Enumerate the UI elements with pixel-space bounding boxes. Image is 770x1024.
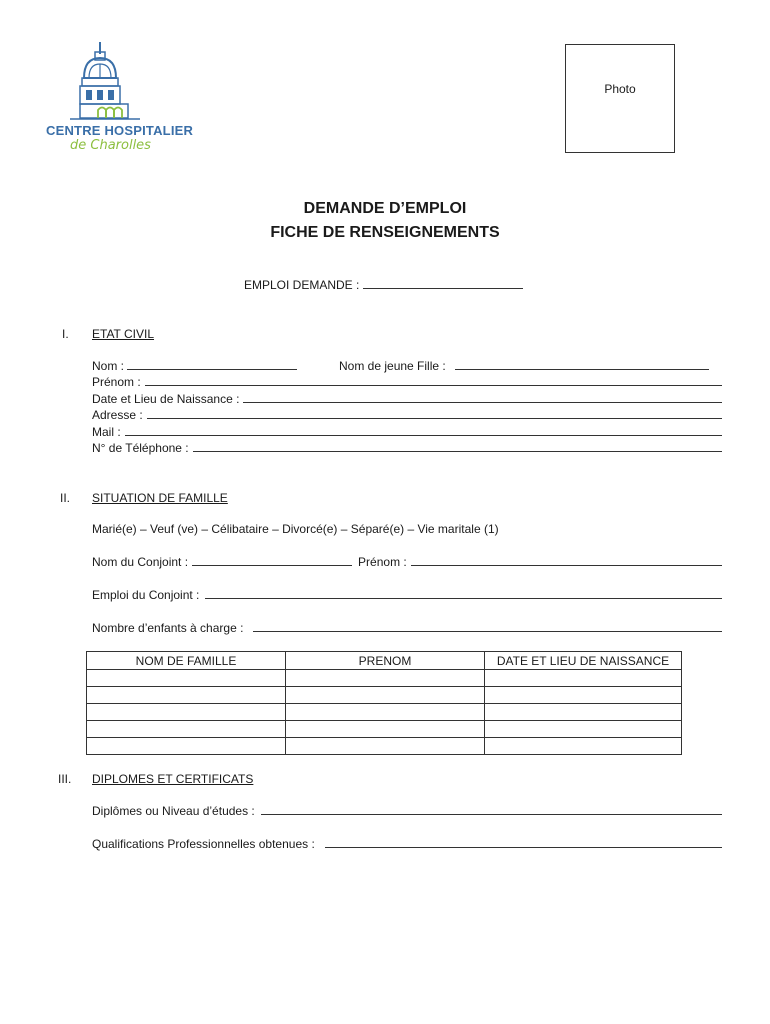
prenom-conjoint-label: Prénom : (358, 555, 407, 569)
table-cell[interactable] (286, 704, 485, 721)
table-row (87, 721, 682, 738)
col-prenom: PRENOM (286, 652, 485, 670)
nom-label: Nom : (92, 359, 125, 373)
niveau-etudes-label: Diplômes ou Niveau d’études : (92, 804, 255, 818)
table-cell[interactable] (87, 670, 286, 687)
emploi-conjoint-label: Emploi du Conjoint : (92, 588, 200, 602)
nom-jeune-fille-field[interactable] (455, 359, 709, 370)
nom-conjoint-field[interactable] (192, 555, 352, 566)
section-2-heading: SITUATION DE FAMILLE (92, 491, 228, 505)
table-cell[interactable] (87, 721, 286, 738)
prenom-row (92, 375, 722, 389)
document-subtitle: FICHE DE RENSEIGNEMENTS (270, 224, 500, 241)
hospital-building-icon (40, 40, 200, 122)
table-cell[interactable] (485, 670, 682, 687)
telephone-label: N° de Téléphone : (92, 441, 189, 455)
table-row (87, 704, 682, 721)
nom-jeune-fille-label: Nom de jeune Fille : (339, 359, 446, 373)
table-cell[interactable] (485, 687, 682, 704)
section-1-heading: ETAT CIVIL (92, 327, 155, 341)
adresse-label: Adresse : (92, 408, 143, 422)
enfants-field[interactable] (253, 621, 722, 632)
mail-label: Mail : (92, 425, 121, 439)
niveau-etudes-field[interactable] (261, 804, 722, 815)
date-lieu-naissance-field[interactable] (243, 392, 722, 403)
qualifications-row (92, 837, 722, 851)
adresse-row (92, 408, 722, 422)
date-lieu-naissance-row (92, 392, 722, 406)
emploi-demande-field[interactable] (363, 278, 523, 289)
emploi-conjoint-row (92, 588, 722, 602)
table-cell[interactable] (87, 704, 286, 721)
telephone-field[interactable] (193, 441, 722, 452)
table-header-row (87, 652, 682, 670)
table-row (87, 738, 682, 755)
table-cell[interactable] (286, 670, 485, 687)
qualifications-field[interactable] (325, 837, 722, 848)
qualifications-label: Qualifications Professionnelles obtenues : (92, 837, 315, 851)
telephone-row (92, 441, 722, 455)
logo-text-line2: de Charolles (70, 138, 151, 153)
mail-field[interactable] (125, 425, 722, 436)
mail-row (92, 425, 722, 439)
photo-box (565, 44, 675, 153)
emploi-conjoint-field[interactable] (205, 588, 722, 599)
nom-row (92, 359, 297, 373)
emploi-demande-label: EMPLOI DEMANDE : (244, 278, 360, 292)
hospital-logo (40, 40, 200, 160)
logo-text-line1: CENTRE HOSPITALIER (46, 123, 194, 138)
table-cell[interactable] (286, 738, 485, 755)
table-cell[interactable] (87, 738, 286, 755)
photo-label: Photo (604, 82, 636, 96)
table-cell[interactable] (485, 738, 682, 755)
nom-conjoint-label: Nom du Conjoint : (92, 555, 189, 569)
col-nom-famille: NOM DE FAMILLE (87, 652, 286, 670)
situation-options: Marié(e) – Veuf (ve) – Célibataire – Divorcé(e) – Séparé(e) – Vie maritale (1) (92, 522, 499, 536)
section-1-number: I. (62, 327, 69, 341)
enfants-row (92, 621, 722, 635)
emploi-demande-row (244, 278, 523, 292)
col-date-lieu-naissance: DATE ET LIEU DE NAISSANCE (485, 652, 682, 670)
adresse-field[interactable] (147, 408, 722, 419)
section-3-number: III. (58, 772, 72, 786)
children-table (86, 651, 682, 755)
date-lieu-naissance-label: Date et Lieu de Naissance : (92, 392, 240, 406)
prenom-field[interactable] (145, 375, 722, 386)
enfants-label: Nombre d’enfants à charge : (92, 621, 244, 635)
table-cell[interactable] (286, 721, 485, 738)
conjoint-row (92, 555, 722, 569)
section-2-number: II. (60, 491, 71, 505)
prenom-conjoint-field[interactable] (411, 555, 722, 566)
niveau-etudes-row (92, 804, 722, 818)
table-cell[interactable] (485, 721, 682, 738)
section-3-heading: DIPLOMES ET CERTIFICATS (92, 772, 254, 786)
table-cell[interactable] (87, 687, 286, 704)
table-cell[interactable] (485, 704, 682, 721)
nom-field[interactable] (127, 359, 297, 370)
table-cell[interactable] (286, 687, 485, 704)
table-row (87, 670, 682, 687)
table-row (87, 687, 682, 704)
nom-jeune-fille-row (339, 359, 709, 373)
document-title: DEMANDE D’EMPLOI (303, 200, 467, 217)
prenom-label: Prénom : (92, 375, 141, 389)
